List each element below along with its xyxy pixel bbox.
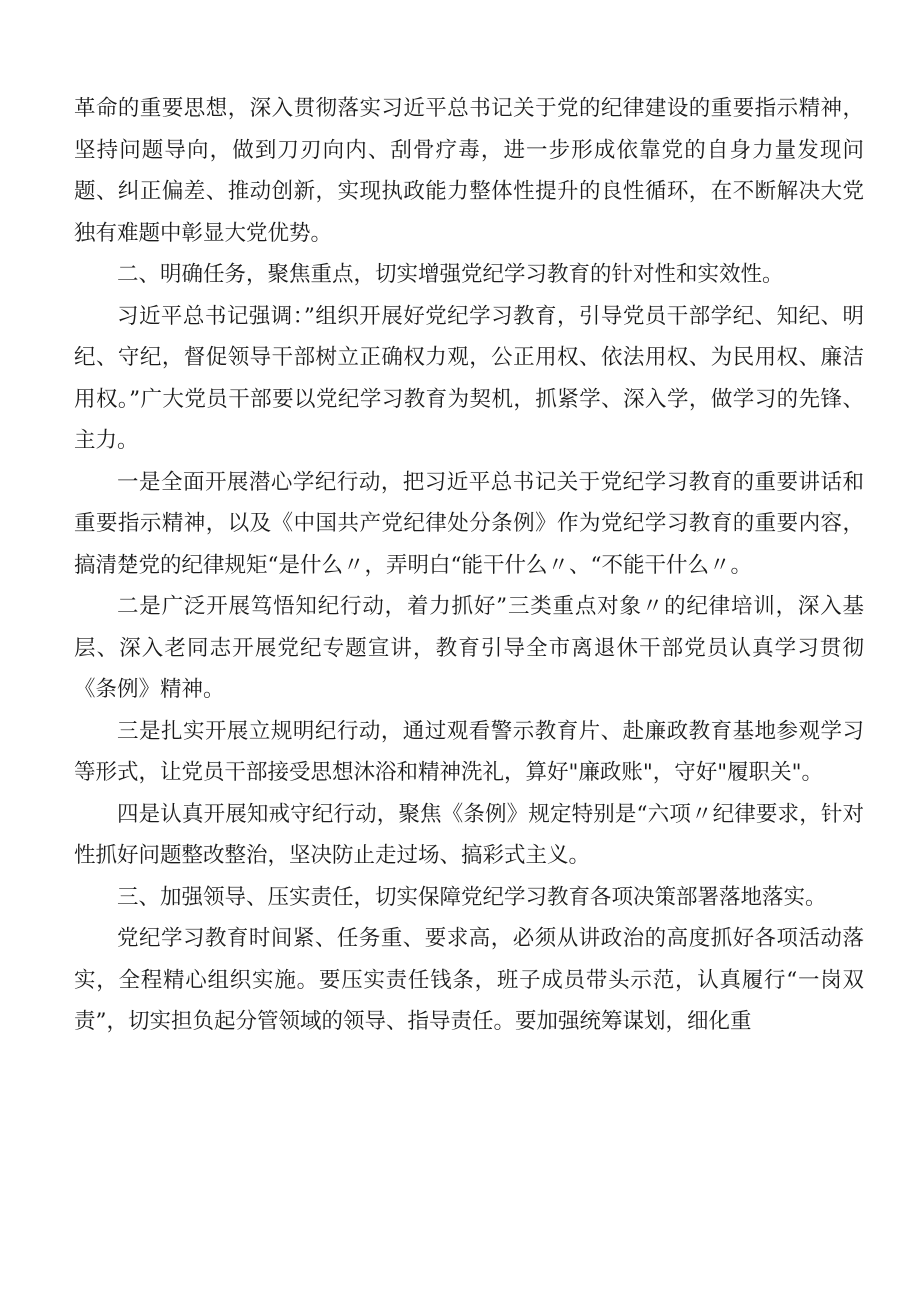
paragraph-item-three: 三是扎实开展立规明纪行动，通过观看警示教育片、赴廉政教育基地参观学习等形式，让党员干部接受思想沐浴和精神洗礼，算好"廉政账"，守好"履职关"。: [74, 718, 864, 785]
section-heading-two: 二、明确任务，聚焦重点，切实增强党纪学习教育的针对性和实效性。: [117, 262, 784, 287]
paragraph-final: 党纪学习教育时间紧、任务重、要求高，必须从讲政治的高度抓好各项活动落实，全程精心组织实施。要压实责任钱条，班子成员带头示范，认真履行“一岗双责”，切实担负起分管领域的领导、指导责任。要加强统筹谋划，细化重: [74, 926, 864, 1034]
section-heading-three: 三、加强领导、压实责任，切实保障党纪学习教育各项决策部署落地落实。: [117, 884, 827, 910]
document-body: [74, 88, 864, 1043]
paragraph-item-four: 四是认真开展知戒守纪行动，聚焦《条例》规定特别是“六项〃纪律要求，针对性抓好问题整改整治，坚决防止走过场、搞彩式主义。: [74, 801, 864, 868]
paragraph-item-one: 一是全面开展潜心学纪行动，把习近平总书记关于党纪学习教育的重要讲话和重要指示精神，以及《中国共产党纪律处分条例》作为党纪学习教育的重要内容，搞清楚党的纪律规矩“是什么〃，弄明白“能干什么〃、“不能干什么〃。: [74, 469, 864, 578]
paragraph-item-two: 二是广泛开展笃悟知纪行动，着力抓好”三类重点对象〃的纪律培训，深入基层、深入老同志开展党纪专题宣讲，教育引导全市离退休干部党员认真学习贯彻《条例》精神。: [74, 594, 864, 702]
paragraph-continuation: 革命的重要思想，深入贯彻落实习近平总书记关于党的纪律建设的重要指示精神，坚持问题导向，做到刀刃向内、刮骨疗毒，进一步形成依靠党的自身力量发现问题、纠正偏差、推动创新，实现执政能力整体性提升的良性循环，在不断解决大党独有难题中彰显大党优势。: [74, 96, 864, 246]
paragraph-quote: 习近平总书记强调：”组织开展好党纪学习教育，引导党员干部学纪、知纪、明纪、守纪，督促领导干部树立正确权力观，公正用权、依法用权、为民用权、廉洁用权。”广大党员干部要以党纪学习教育为契机，抓紧学、深入学，做学习的先锋、主力。: [74, 303, 864, 453]
